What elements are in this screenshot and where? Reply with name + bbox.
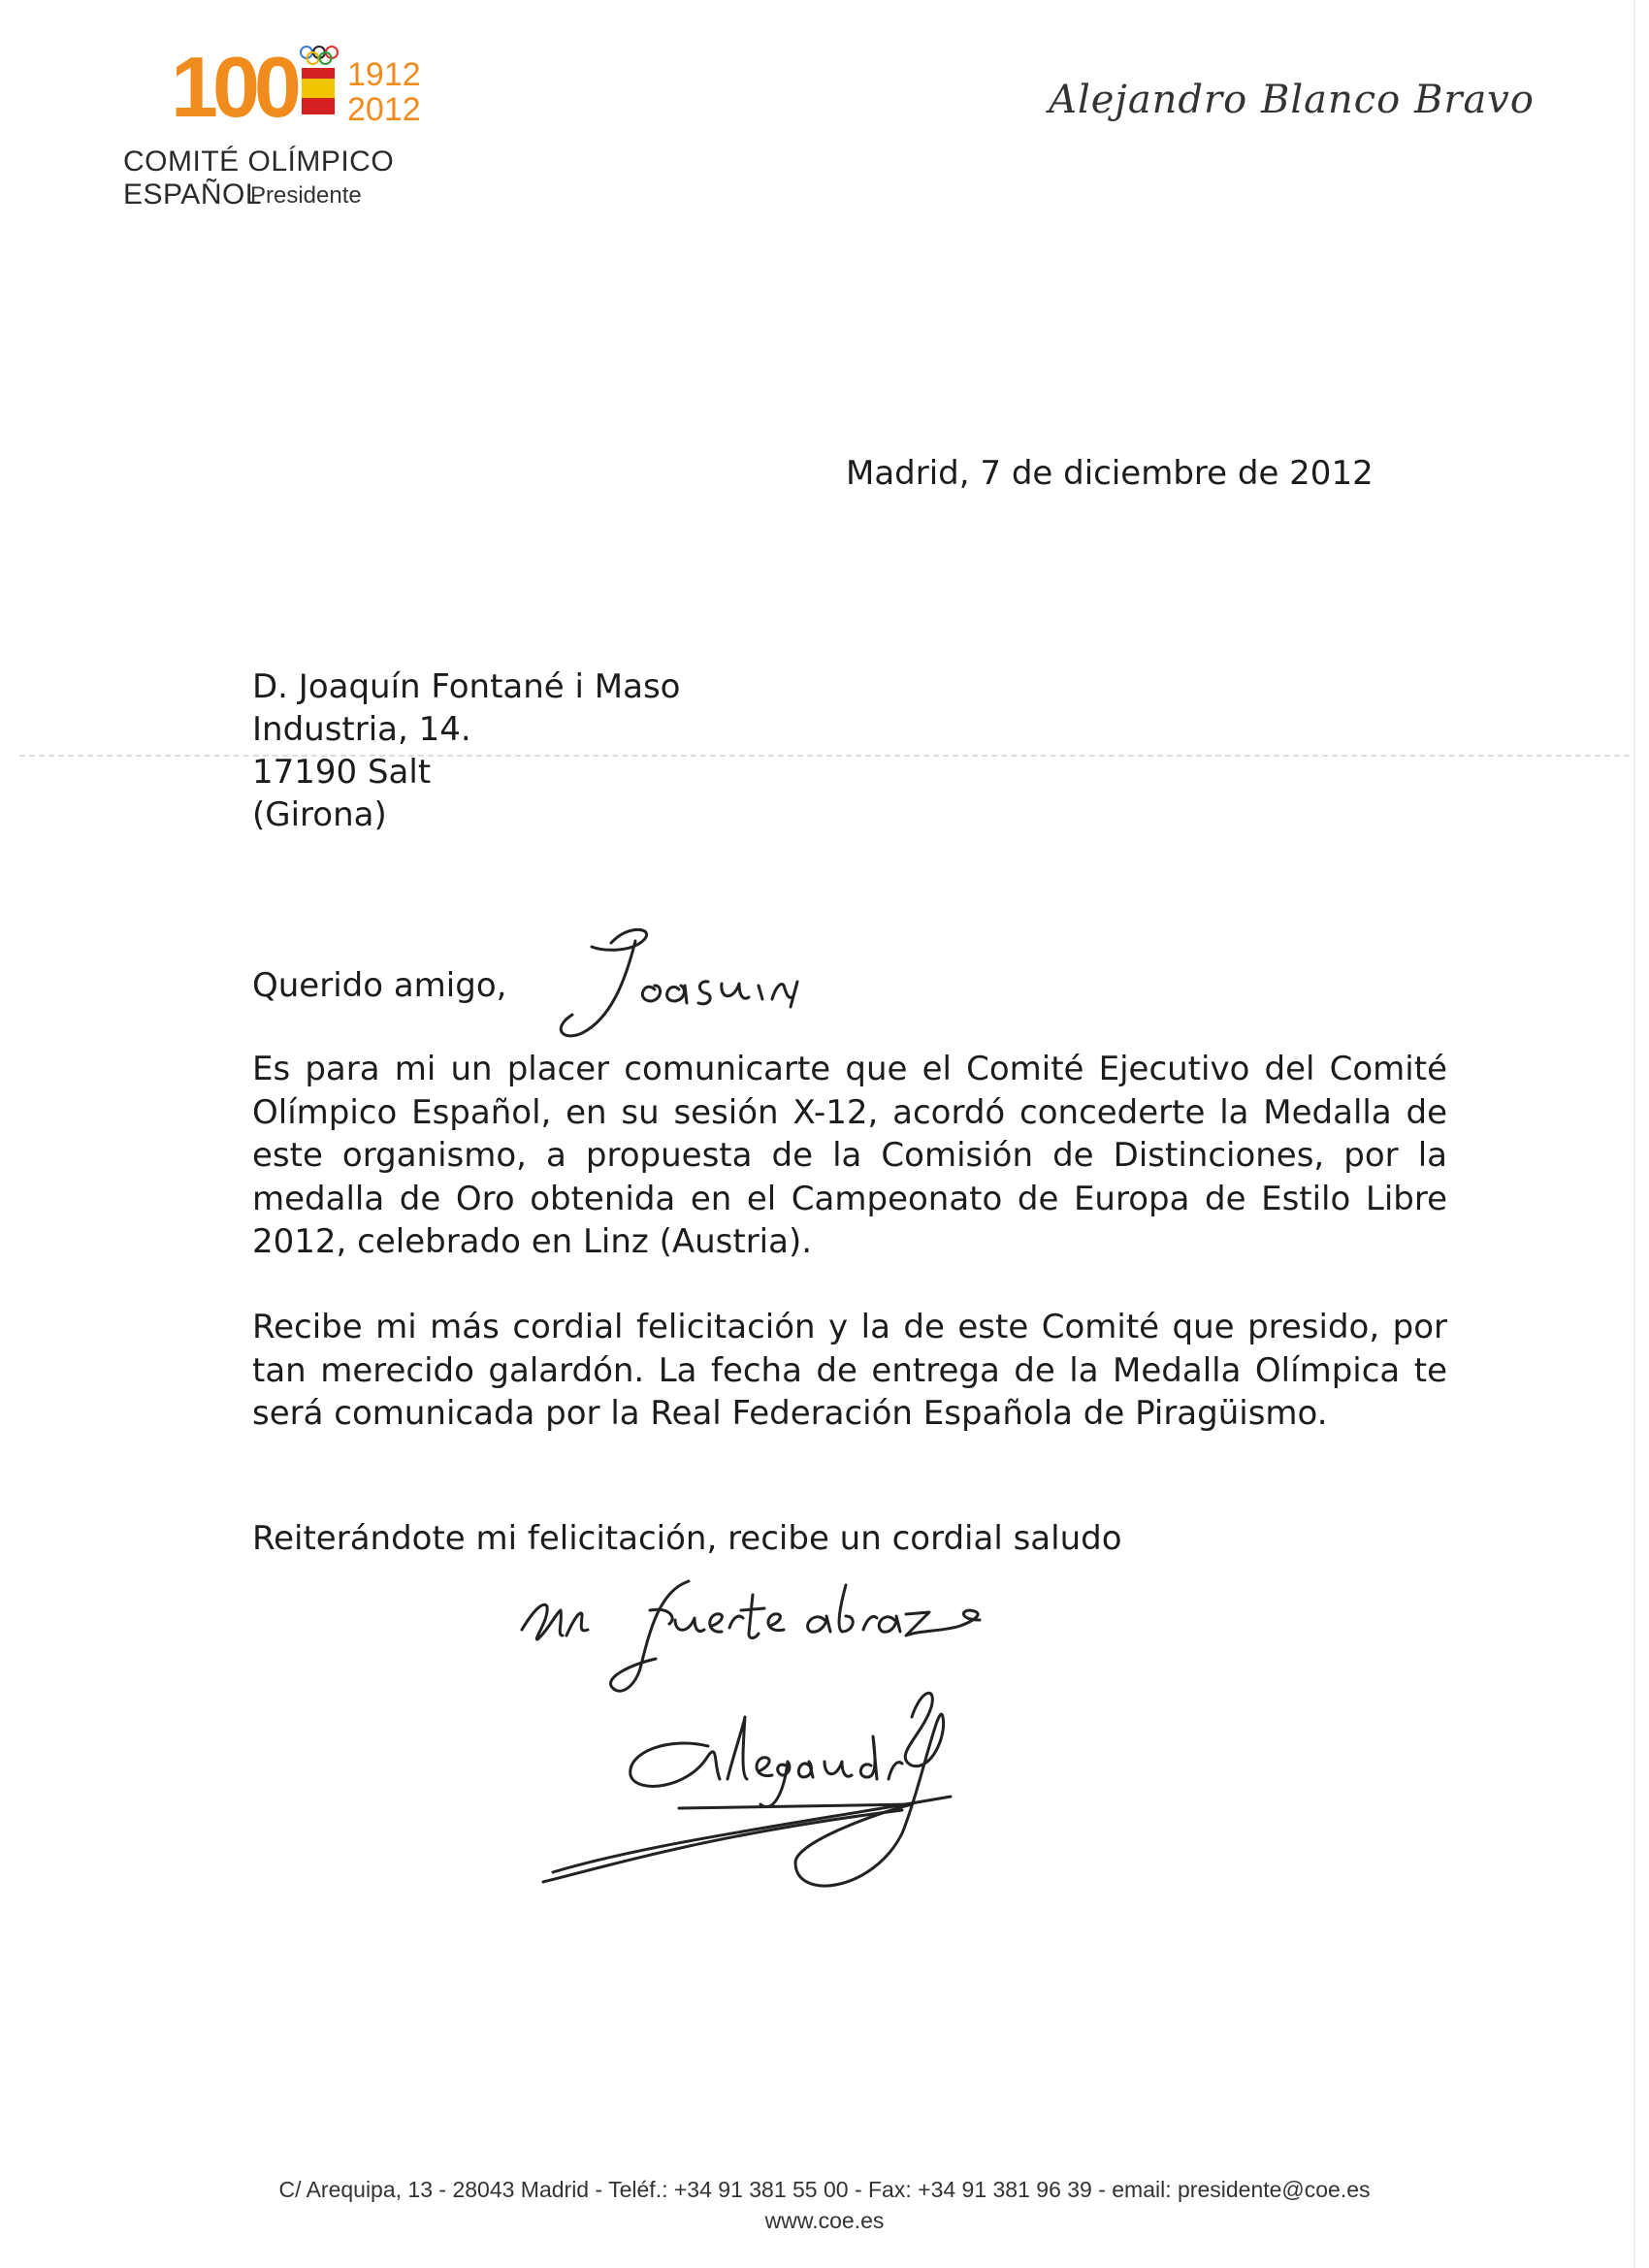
body-paragraph-1: Es para mi un placer comunicarte que el Comité Ejecutivo del Comité Olímpico Español, en su sesión X-12, acordó concederte la Medalla de este organismo, a propuesta de la Comisión de Distinciones, por la medalla de Oro obtenida en el Campeonato de Europa de Estilo Libre 2012, celebrado en Linz (Austria).	[252, 1050, 1447, 1261]
recipient-city: 17190 Salt	[252, 753, 432, 792]
letterhead-signature-name: Alejandro Blanco Bravo	[1049, 78, 1535, 122]
coe-centenary-logo	[171, 43, 433, 130]
recipient-street: Industria, 14.	[252, 710, 471, 749]
organization-name: COMITÉ OLÍMPICO ESPAÑOL	[123, 146, 395, 211]
recipient-name: D. Joaquín Fontané i Maso	[252, 667, 681, 706]
recipient-address	[252, 665, 680, 836]
handwritten-signature	[504, 1571, 1183, 1921]
footer-contact-line: C/ Arequipa, 13 - 28043 Madrid - Teléf.: +34 91 381 55 00 - Fax: +34 91 381 96 39 - email: presidente@coe.es	[278, 2177, 1371, 2202]
svg-text:100: 100	[171, 43, 296, 130]
svg-text:2012: 2012	[347, 91, 421, 128]
svg-text:1912: 1912	[347, 56, 421, 93]
footer-website: www.coe.es	[764, 2208, 885, 2233]
paper-edge	[1633, 0, 1635, 2268]
organization-role: Presidente	[250, 182, 362, 209]
salutation: Querido amigo,	[252, 966, 507, 1005]
body-paragraph-2: Recibe mi más cordial felicitación y la de este Comité que presido, por tan merecido galardón. La fecha de entrega de la Medalla Olímpica te será comunicada por la Real Federación Española de Piragüismo.	[252, 1308, 1447, 1433]
closing-line: Reiterándote mi felicitación, recibe un cordial saludo	[252, 1519, 1122, 1558]
letter-date: Madrid, 7 de diciembre de 2012	[846, 454, 1374, 493]
recipient-province: (Girona)	[252, 795, 387, 834]
handwritten-name	[543, 922, 834, 1048]
